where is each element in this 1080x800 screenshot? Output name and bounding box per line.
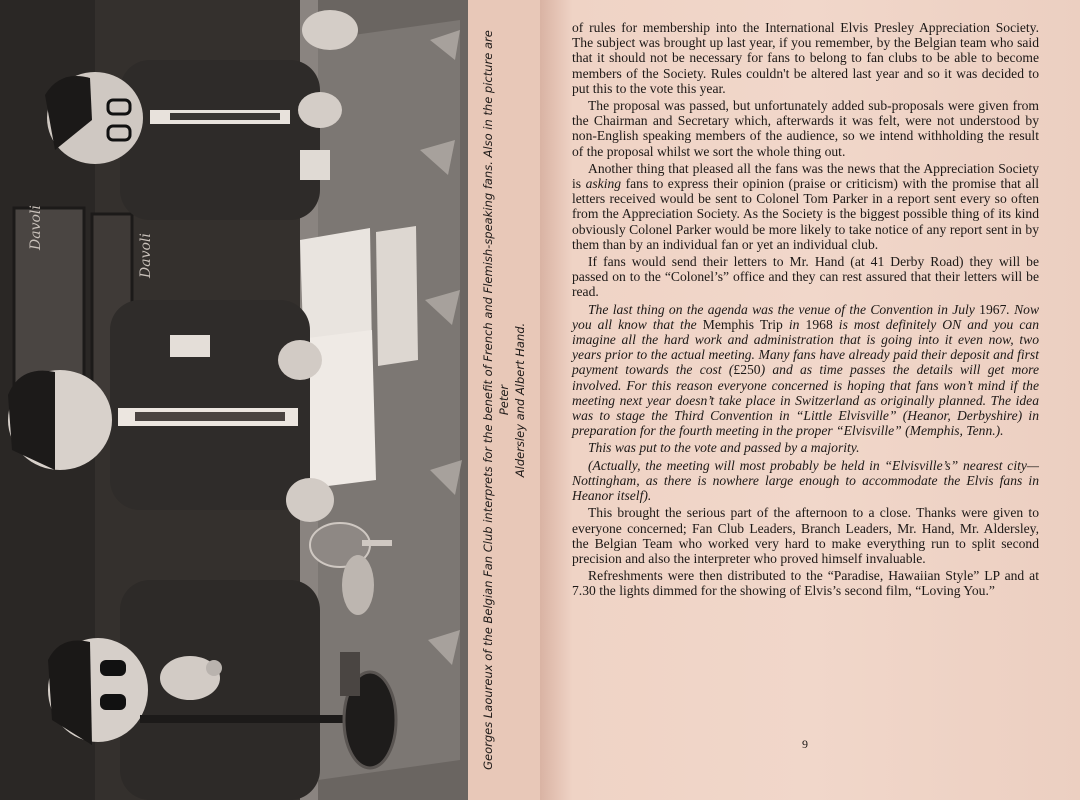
caption-line-1: Georges Laoureux of the Belgian Fan Club interprets for the benefit of French and Flemish-speaking fans. Also in the picture are Peter	[481, 30, 511, 770]
photo-caption	[480, 20, 528, 780]
convention-photo	[0, 0, 468, 800]
paragraph-8: This brought the serious part of the afternoon to a close. Thanks were given to everyone concerned; Fan Club Leaders, Branch Leaders, Mr. Hand, Mr. Aldersley, the Belgian Team who worked very hard to make everything run to split second precision and also the interpreter who proved himself invaluable.	[572, 505, 1039, 566]
paragraph-5-part-i: ) and as time passes the details will get more involved. For this reason everyone concerned is hoping that fans won’t mind if the meeting next year doesn’t take place in Switzerland as originally planned. The idea was to stage the Third Convention in “Little Elvisville” (Heanor, Derbyshire) in preparation for the fourth meeting in the proper “Elvisville” (Memphis, Tenn.).	[572, 362, 1039, 439]
paragraph-9: Refreshments were then distributed to the “Paradise, Hawaiian Style” LP and at 7.30 the lights dimmed for the showing of Elvis’s second film, “Loving You.”	[572, 568, 1039, 599]
paragraph-3	[572, 161, 1039, 252]
paragraph-2: The proposal was passed, but unfortunately added sub-proposals were given from the Chairman and Secretary which, afterwards it was felt, were not understood by non-English speaking members of the audience, so we intend withholding the result of the proposal whilst we sort the whole thing out.	[572, 98, 1039, 159]
paragraph-5-cost: £250	[733, 362, 761, 378]
caption-strip	[468, 0, 540, 800]
paragraph-5-part-c: . Now you all know that the	[572, 301, 1040, 332]
paragraph-6: This was put to the vote and passed by a majority.	[588, 440, 860, 456]
paragraph-3-emphasis: asking	[585, 176, 622, 192]
paragraph-5-year-2: 1968	[805, 316, 833, 332]
paragraph-5-part-a: The last thing on the agenda was the venue of the Convention in July	[588, 301, 980, 317]
photo-illustration	[0, 0, 468, 800]
amp-brand-2: Davoli	[138, 233, 154, 278]
caption-line-2: Aldersley and Albert Hand.	[513, 322, 527, 478]
paragraph-3-part-b: fans to express their opinion (praise or criticism) with the promise that all letters received would be sent to Colonel Tom Parker in a report sent every so often from the Appreciation Society. As the Society is the biggest possible thing of its kind obviously Colonel Parker would be more likely to take notice of any report sent in by them than by an individual fan or yet an individual club.	[572, 176, 1039, 252]
paragraph-1: of rules for membership into the International Elvis Presley Appreciation Society. The subject was brought up last year, if you remember, by the Belgian team who said that it should not be necessary for fans to belong to fan clubs to be able to become members of the Society. Rules couldn't be altered last year and so it was decided to put this to the vote this year.	[572, 20, 1039, 96]
article-text	[572, 20, 1039, 601]
right-page	[540, 0, 1080, 800]
paragraph-4: If fans would send their letters to Mr. Hand (at 41 Derby Road) they will be passed on to the “Colonel’s” office and they can rest assured that their letters will be read.	[572, 254, 1039, 300]
paragraph-5-year: 1967	[979, 301, 1007, 317]
paragraph-5-part-e: in	[782, 316, 806, 332]
paragraph-7: (Actually, the meeting will most probably be held in “Elvisville’s” nearest city—Nottingham, as there is nowhere large enough to accommodate the Elvis fans in Heanor itself).	[572, 457, 1039, 504]
paragraph-3-part-a: Another thing that pleased all the fans was the news that the Appreciation Society is	[572, 160, 1039, 192]
paragraph-5	[572, 302, 1039, 439]
amp-brand-1: Davoli	[28, 205, 44, 250]
paragraph-5-part-g: is most definitely ON and you can imagine all the hard work and administration that is going into it even now, two years prior to the actual meeting. Many fans have already paid their deposit and first payment towards the cost (	[572, 316, 1040, 378]
page-number: 9	[802, 737, 808, 751]
paragraph-5-memphis-trip: Memphis Trip	[702, 316, 783, 332]
